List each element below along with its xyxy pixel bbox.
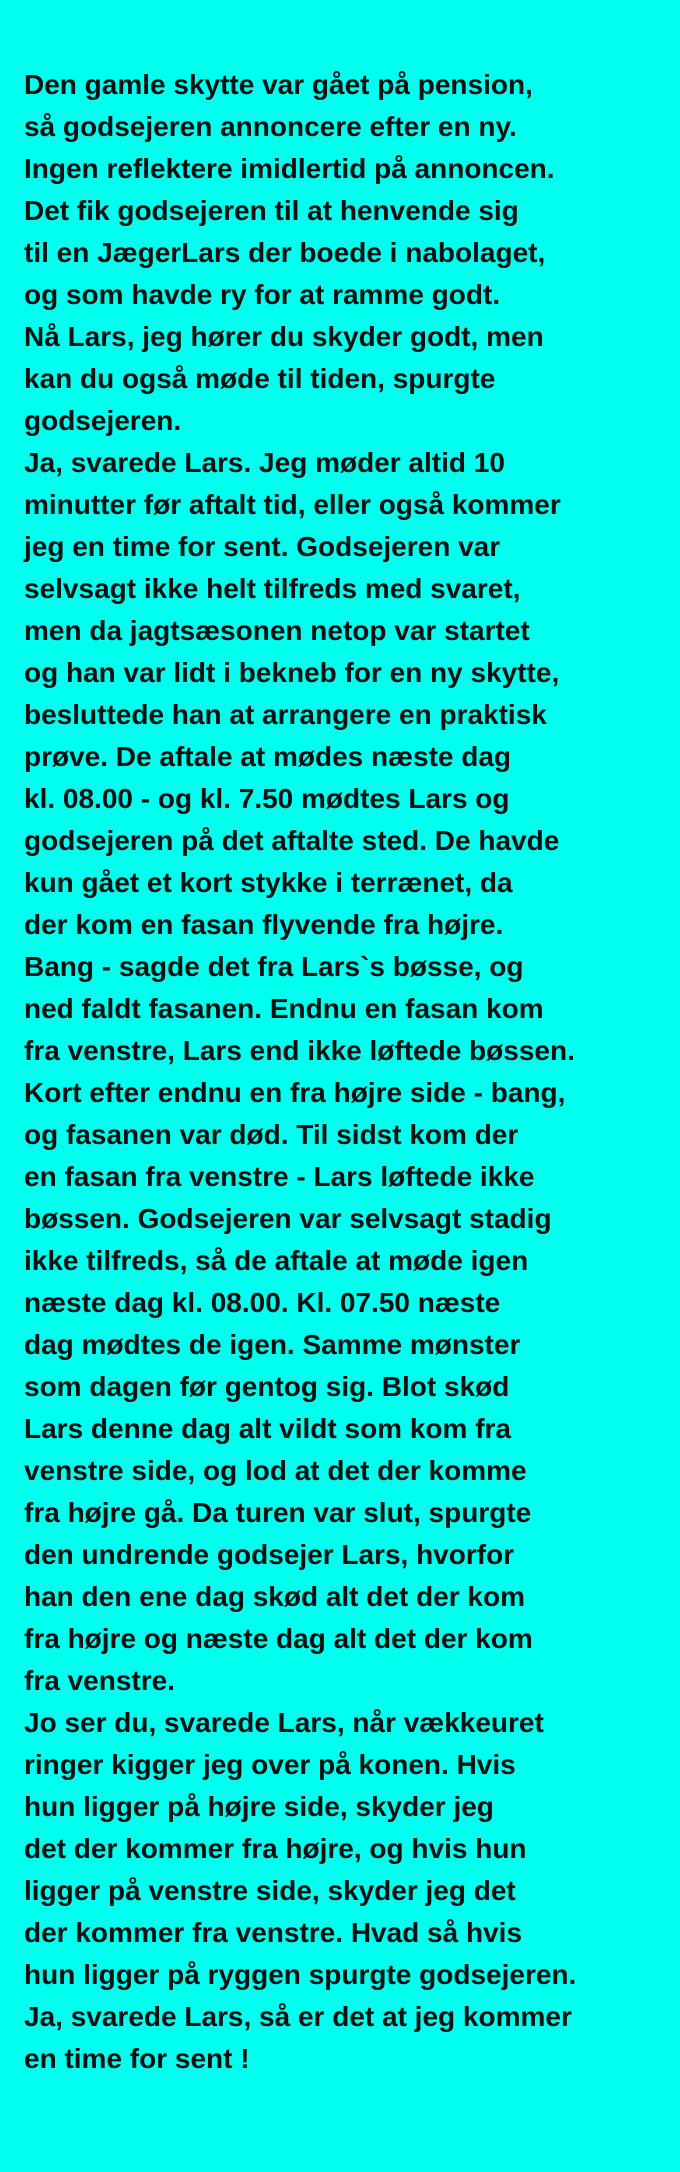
story-line: han den ene dag skød alt det der kom <box>24 1581 525 1612</box>
story-line: næste dag kl. 08.00. Kl. 07.50 næste <box>24 1287 501 1318</box>
story-line: og som havde ry for at ramme godt. <box>24 279 501 310</box>
story-line: hun ligger på højre side, skyder jeg <box>24 1791 494 1822</box>
story-line: til en JægerLars der boede i nabolaget, <box>24 237 546 268</box>
story-line: kun gået et kort stykke i terrænet, da <box>24 867 513 898</box>
story-line: Jo ser du, svarede Lars, når vækkeuret <box>24 1707 544 1738</box>
story-line: dag mødtes de igen. Samme mønster <box>24 1329 521 1360</box>
story-line: selvsagt ikke helt tilfreds med svaret, <box>24 573 521 604</box>
story-line: Kort efter endnu en fra højre side - bang, <box>24 1077 566 1108</box>
story-line: den undrende godsejer Lars, hvorfor <box>24 1539 515 1570</box>
story-line: der kom en fasan flyvende fra højre. <box>24 909 504 940</box>
story-line: hun ligger på ryggen spurgte godsejeren. <box>24 1959 577 1990</box>
story-line: Lars denne dag alt vildt som kom fra <box>24 1413 512 1444</box>
story-line: Det fik godsejeren til at henvende sig <box>24 195 519 226</box>
story-line: en time for sent ! <box>24 2043 250 2074</box>
story-line: fra venstre. <box>24 1665 175 1696</box>
story-line: Nå Lars, jeg hører du skyder godt, men <box>24 321 544 352</box>
story-line: så godsejeren annoncere efter en ny. <box>24 111 517 142</box>
story-line: jeg en time for sent. Godsejeren var <box>24 531 501 562</box>
story-line: som dagen før gentog sig. Blot skød <box>24 1371 510 1402</box>
story-line: godsejeren. <box>24 405 182 436</box>
story-line: minutter før aftalt tid, eller også kommer <box>24 489 561 520</box>
story-line: ligger på venstre side, skyder jeg det <box>24 1875 516 1906</box>
story-line: Ja, svarede Lars. Jeg møder altid 10 <box>24 447 505 478</box>
story-line: ikke tilfreds, så de aftale at møde igen <box>24 1245 529 1276</box>
story-line: kl. 08.00 - og kl. 7.50 mødtes Lars og <box>24 783 510 814</box>
story-line: prøve. De aftale at mødes næste dag <box>24 741 512 772</box>
story-line: fra højre gå. Da turen var slut, spurgte <box>24 1497 532 1528</box>
story-line: kan du også møde til tiden, spurgte <box>24 363 496 394</box>
story-line: bøssen. Godsejeren var selvsagt stadig <box>24 1203 552 1234</box>
story-line: ringer kigger jeg over på konen. Hvis <box>24 1749 516 1780</box>
story-line: Bang - sagde det fra Lars`s bøsse, og <box>24 951 524 982</box>
story-line: Den gamle skytte var gået på pension, <box>24 69 533 100</box>
story-line: det der kommer fra højre, og hvis hun <box>24 1833 527 1864</box>
story-line: fra højre og næste dag alt det der kom <box>24 1623 533 1654</box>
story-line: venstre side, og lod at det der komme <box>24 1455 527 1486</box>
story-line: besluttede han at arrangere en praktisk <box>24 699 547 730</box>
story-line: fra venstre, Lars end ikke løftede bøssen. <box>24 1035 575 1066</box>
story-line: en fasan fra venstre - Lars løftede ikke <box>24 1161 535 1192</box>
story-line: Ja, svarede Lars, så er det at jeg kommer <box>24 2001 572 2032</box>
story-line: ned faldt fasanen. Endnu en fasan kom <box>24 993 544 1024</box>
story-line: der kommer fra venstre. Hvad så hvis <box>24 1917 523 1948</box>
story-line: men da jagtsæsonen netop var startet <box>24 615 530 646</box>
story-line: Ingen reflektere imidlertid på annoncen. <box>24 153 555 184</box>
story-line: og fasanen var død. Til sidst kom der <box>24 1119 519 1150</box>
story-line: og han var lidt i bekneb for en ny skytte, <box>24 657 560 688</box>
story-line: godsejeren på det aftalte sted. De havde <box>24 825 560 856</box>
